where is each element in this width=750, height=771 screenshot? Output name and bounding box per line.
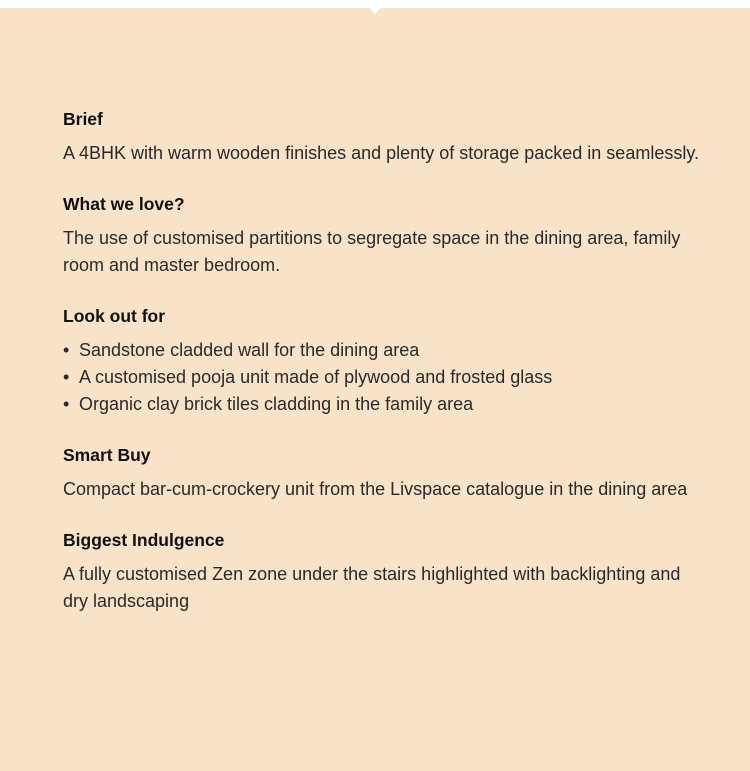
section-smart-buy: [63, 442, 703, 503]
section-body: Compact bar-cum-crockery unit from the Livspace catalogue in the dining area: [63, 479, 688, 499]
section-body: A fully customised Zen zone under the stairs highlighted with backlighting and dry landscaping: [63, 564, 681, 611]
bullet-icon: •: [63, 367, 70, 387]
list-item-text: Sandstone cladded wall for the dining area: [79, 340, 420, 360]
section-heading: Biggest Indulgence: [63, 530, 225, 550]
section-heading: Look out for: [63, 306, 166, 326]
section-biggest-indulgence: [63, 527, 703, 615]
section-heading: Brief: [63, 109, 103, 129]
section-body: A 4BHK with warm wooden finishes and plenty of storage packed in seamlessly.: [63, 143, 699, 163]
callout-pointer-notch: [362, 0, 388, 14]
card-content: [63, 106, 703, 639]
section-brief: [63, 106, 703, 167]
info-card: [0, 8, 750, 771]
section-heading: Smart Buy: [63, 445, 151, 465]
bullet-list: [63, 337, 703, 418]
section-look-out-for: [63, 303, 703, 418]
bullet-icon: •: [63, 340, 70, 360]
list-item: [63, 391, 703, 418]
section-heading: What we love?: [63, 194, 185, 214]
bullet-icon: •: [63, 394, 70, 414]
section-what-we-love: [63, 191, 703, 279]
list-item-text: A customised pooja unit made of plywood and frosted glass: [79, 367, 553, 387]
list-item: [63, 364, 703, 391]
list-item-text: Organic clay brick tiles cladding in the family area: [79, 394, 474, 414]
list-item: [63, 337, 703, 364]
section-body: The use of customised partitions to segregate space in the dining area, family room and master bedroom.: [63, 228, 681, 275]
